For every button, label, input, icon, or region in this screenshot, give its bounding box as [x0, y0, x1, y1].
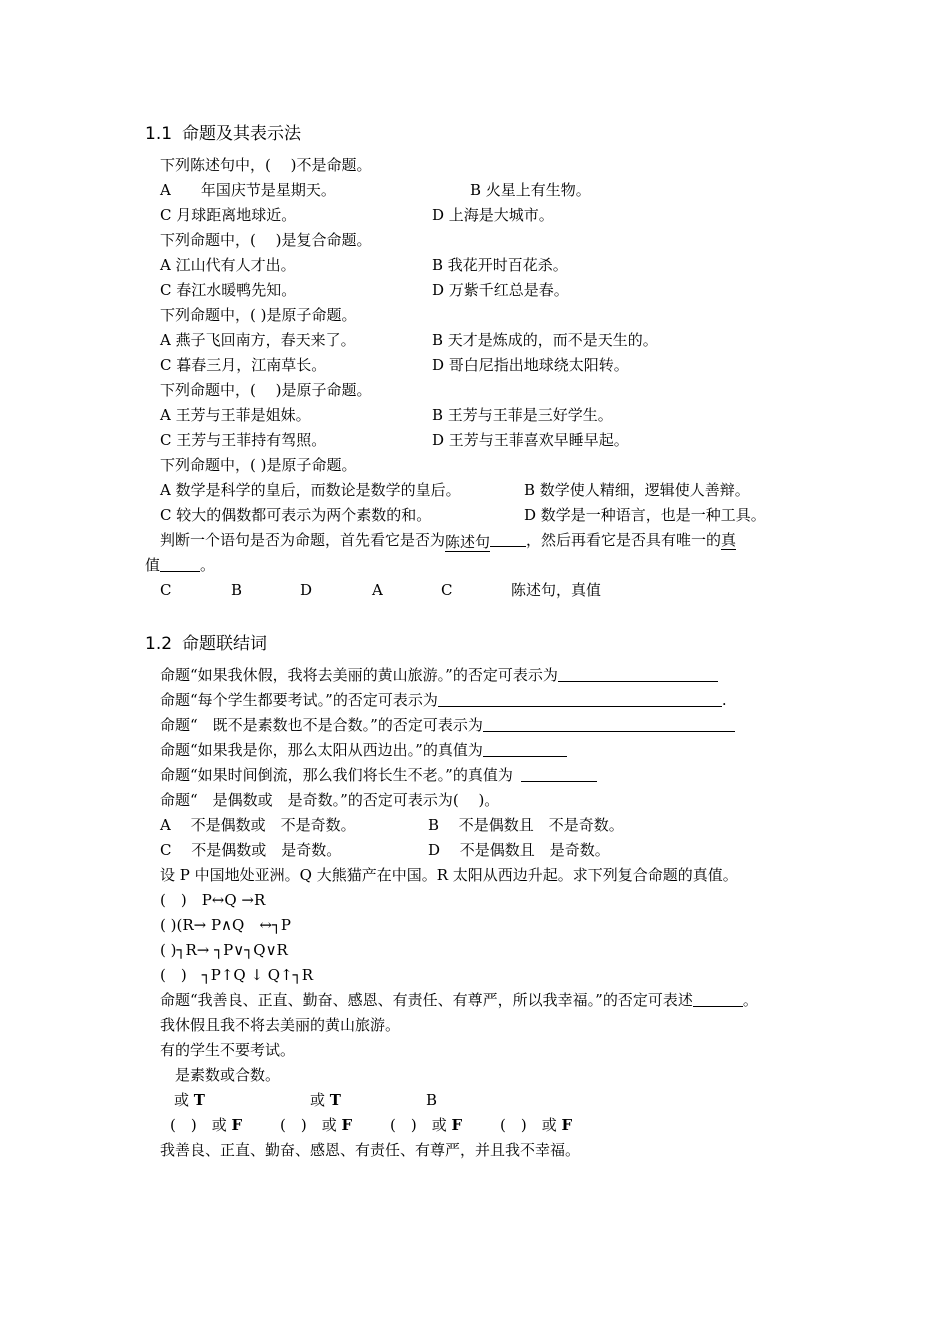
q2-option-b: B 我花开时百花杀。	[432, 256, 568, 274]
s2-line-4-text: 命题“如果我是你，那么太阳从西边出。”的真值为	[160, 741, 483, 759]
s2-option-b: B 不是偶数且 不是奇数。	[428, 816, 624, 834]
answer-line-1: 我休假且我不将去美丽的黄山旅游。	[160, 1016, 401, 1034]
s2-line-5-text: 命题“如果时间倒流，那么我们将长生不老。”的真值为	[160, 766, 513, 784]
q2-option-d: D 万紫千红总是春。	[432, 281, 569, 299]
answer-4-part-2	[310, 1090, 341, 1110]
answer-5-item-2	[280, 1115, 352, 1135]
s2-blank-8	[693, 991, 743, 1007]
q5-stem: 下列命题中，( )是原子命题。	[160, 456, 357, 474]
answer-5-item-3	[390, 1115, 462, 1135]
s2-option-d: D 不是偶数且 是奇数。	[428, 841, 610, 859]
s2-blank-1	[558, 666, 718, 682]
q1-option-c: C 月球距离地球近。	[160, 206, 297, 224]
answer-4-value-1: T	[193, 1091, 205, 1109]
q3-stem: 下列命题中，( )是原子命题。	[160, 306, 357, 324]
q3-option-c: C 暮春三月，江南草长。	[160, 356, 327, 374]
answer-3: D	[300, 581, 313, 599]
section-heading-1-2	[145, 629, 267, 654]
q3-option-d: D 哥白尼指出地球绕太阳转。	[432, 356, 629, 374]
s2-option-c: C 不是偶数或 是奇数。	[160, 841, 342, 859]
q4-option-a: A 王芳与王菲是姐妹。	[160, 406, 311, 424]
q1-option-d: D 上海是大城市。	[432, 206, 554, 224]
answer-6: 陈述句，真值	[511, 581, 602, 599]
answer-5-item-4-text: ( ) 或	[500, 1116, 557, 1134]
q4-option-b: B 王芳与王菲是三好学生。	[432, 406, 613, 424]
section-number: 1.2	[145, 634, 173, 654]
answer-4-value-2: T	[329, 1091, 341, 1109]
q5-option-b: B 数学使人精细，逻辑使人善辩。	[524, 481, 750, 499]
answer-5-item-3-text: ( ) 或	[390, 1116, 447, 1134]
section-number: 1.1	[145, 124, 173, 144]
s2-line-8-end: 。	[742, 991, 758, 1009]
q4-option-d: D 王芳与王菲喜欢早睡早起。	[432, 431, 629, 449]
q6-part1: 判断一个语句是否为命题，首先看它是否为	[160, 531, 446, 549]
q1-option-b: B 火星上有生物。	[470, 181, 591, 199]
q3-option-a: A 燕子飞回南方，春天来了。	[160, 331, 356, 349]
q6-fill-statement: 陈述句	[445, 533, 491, 551]
q6-line2	[145, 555, 215, 575]
q2-option-c: C 春江水暖鸭先知。	[160, 281, 297, 299]
answer-1: C	[160, 581, 172, 599]
answer-5-item-1-text: ( ) 或	[170, 1116, 227, 1134]
answer-line-3: 是素数或合数。	[160, 1066, 281, 1084]
section-title: 命题及其表示法	[182, 124, 302, 144]
s2-line-8	[160, 990, 758, 1010]
s2-line-6: 命题“ 是偶数或 是奇数。”的否定可表示为( )。	[160, 791, 500, 809]
formula-2: ( )(R→ P∧Q ↔┐P	[160, 916, 292, 934]
section-title: 命题联结词	[182, 634, 268, 654]
q1-option-a: A 年国庆节是星期天。	[160, 181, 336, 199]
answer-4-or: 或	[310, 1091, 326, 1109]
q6-end: 。	[200, 556, 216, 574]
answer-5-item-2-text: ( ) 或	[280, 1116, 337, 1134]
s2-line-4	[160, 740, 567, 760]
s2-line-2-text: 命题“每个学生都要考试。”的否定可表示为	[160, 691, 438, 709]
answer-5-item-1	[170, 1115, 242, 1135]
q5-option-d: D 数学是一种语言，也是一种工具。	[524, 506, 766, 524]
answer-line-6: 我善良、正直、勤奋、感恩、有责任、有尊严，并且我不幸福。	[160, 1141, 581, 1159]
s2-blank-5	[521, 766, 597, 782]
answer-2: B	[231, 581, 243, 599]
s2-blank-4	[483, 741, 567, 757]
q1-stem: 下列陈述句中，( )不是命题。	[160, 156, 372, 174]
s2-blank-3	[483, 716, 735, 732]
s2-line-8-text: 命题“我善良、正直、勤奋、感恩、有责任、有尊严，所以我幸福。”的否定可表述	[160, 991, 693, 1009]
q6-fill-truth: 真	[721, 531, 737, 549]
formula-1: ( ) P↔Q →R	[160, 891, 266, 909]
answer-5: C	[441, 581, 453, 599]
q3-option-b: B 天才是炼成的，而不是天生的。	[432, 331, 658, 349]
formula-3: ( )┐R→ ┐P∨┐Q∨R	[160, 941, 288, 959]
answer-5-item-4-value: F	[561, 1116, 573, 1134]
answer-line-2: 有的学生不要考试。	[160, 1041, 296, 1059]
q2-option-a: A 江山代有人才出。	[160, 256, 296, 274]
q4-option-c: C 王芳与王菲持有驾照。	[160, 431, 327, 449]
q2-stem: 下列命题中，( )是复合命题。	[160, 231, 372, 249]
answer-4-part-3: B	[426, 1091, 438, 1109]
q4-stem: 下列命题中，( )是原子命题。	[160, 381, 372, 399]
s2-line-2-end: .	[721, 691, 727, 709]
s2-line-5	[160, 765, 597, 785]
section-heading-1-1	[145, 119, 301, 144]
s2-line-7: 设 P 中国地处亚洲。Q 大熊猫产在中国。R 太阳从西边升起。求下列复合命题的真值。	[160, 866, 738, 884]
formula-4: ( ) ┐P↑Q ↓ Q↑┐R	[160, 966, 313, 984]
s2-line-1-text: 命题“如果我休假，我将去美丽的黄山旅游。”的否定可表示为	[160, 666, 558, 684]
q6-blank-1	[490, 531, 526, 547]
q6-blank-2	[160, 556, 200, 572]
answer-5-item-3-value: F	[451, 1116, 463, 1134]
answer-4-part-1: 或	[174, 1091, 190, 1109]
answer-line-4	[174, 1090, 438, 1110]
s2-line-2	[160, 690, 727, 710]
q6-part2: ，然后再看它是否具有唯一的	[526, 531, 722, 549]
s2-option-a: A 不是偶数或 不是奇数。	[160, 816, 356, 834]
q5-option-c: C 较大的偶数都可表示为两个素数的和。	[160, 506, 432, 524]
answer-4: A	[372, 581, 383, 599]
s2-line-3	[160, 715, 735, 735]
s2-line-3-text: 命题“ 既不是素数也不是合数。”的否定可表示为	[160, 716, 483, 734]
s2-line-1	[160, 665, 718, 685]
answer-5-item-4	[500, 1115, 572, 1135]
answer-5-item-2-value: F	[341, 1116, 353, 1134]
answer-5-item-1-value: F	[231, 1116, 243, 1134]
q5-option-a: A 数学是科学的皇后，而数论是数学的皇后。	[160, 481, 461, 499]
s2-blank-2	[438, 691, 722, 707]
q6-line2-text: 值	[145, 556, 161, 574]
q6-line1	[160, 530, 736, 550]
